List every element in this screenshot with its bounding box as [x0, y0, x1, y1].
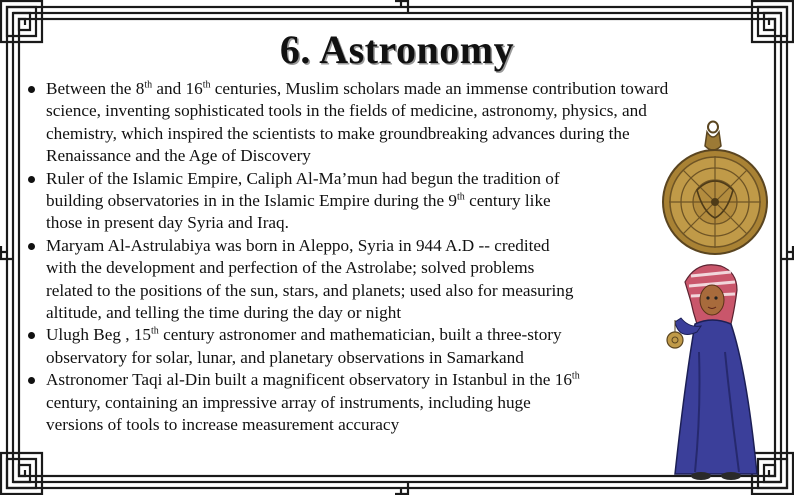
astrolabe-icon	[657, 120, 777, 255]
bullet-item	[26, 235, 746, 325]
bullet-line	[46, 414, 746, 436]
bullet-text: chemistry, which inspired the scientists to make groundbreaking advances during the	[46, 123, 630, 143]
ordinal-superscript: th	[202, 79, 211, 91]
bullet-line	[46, 324, 746, 346]
bullet-text: and 16	[152, 79, 203, 98]
bullet-line	[46, 123, 746, 145]
bullet-text: century, containing an impressive array of instruments, including huge	[46, 392, 531, 412]
bullet-line	[46, 257, 746, 279]
bullet-text: Renaissance and the Age of Discovery	[46, 146, 311, 166]
bullet-text: science, inventing sophisticated tools in the fields of medicine, astronomy, physics, and	[46, 101, 647, 121]
bullet-line	[46, 235, 746, 257]
bullet-line	[46, 347, 746, 369]
bullet-item	[26, 168, 746, 235]
bullet-text: altitude, and telling the time during the day or night	[46, 303, 402, 323]
slide-title: 6. Astronomy	[279, 27, 515, 72]
bullet-line	[46, 190, 746, 212]
bullet-line	[46, 392, 746, 414]
bullet-text: those in present day Syria and Iraq.	[46, 213, 289, 233]
bullet-item	[26, 369, 746, 436]
bullet-text: building observatories in in the Islamic Empire during the 9	[46, 191, 457, 211]
bullet-line	[46, 302, 746, 324]
bullet-text: Ulugh Beg , 15	[46, 325, 152, 345]
bullet-line	[46, 145, 746, 167]
bullet-line	[46, 280, 746, 302]
bullet-text: Maryam Al-Astrulabiya was born in Aleppo, Syria in 944 A.D -- credited	[46, 235, 550, 255]
bullet-line	[46, 369, 746, 391]
bullet-text: Astronomer Taqi al-Din built a magnificent observatory in Istanbul in the 16	[46, 370, 572, 390]
bullet-text: Ruler of the Islamic Empire, Caliph Al-Ma’mun had begun the tradition of	[46, 168, 560, 188]
ordinal-superscript: th	[151, 325, 159, 337]
bullet-text: century astronomer and mathematician, built a three-story	[158, 325, 562, 345]
bullet-line	[46, 168, 746, 190]
bullet-text: centuries, Muslim scholars made an immense contribution toward	[210, 79, 669, 98]
bullet-item	[26, 78, 746, 168]
bullet-text: related to the positions of the sun, stars, and planets; used also for measuring	[46, 280, 574, 300]
bullet-text: versions of tools to increase measurement accuracy	[46, 415, 400, 435]
bullet-list	[26, 78, 746, 437]
bullet-text: with the development and perfection of the Astrolabe; solved problems	[46, 258, 535, 278]
bullet-line	[46, 100, 746, 122]
bullet-line	[46, 212, 746, 234]
bullet-text: observatory for solar, lunar, and planetary observations in Samarkand	[46, 347, 524, 367]
bullet-text: Between the 8	[46, 79, 145, 98]
ordinal-superscript: th	[456, 191, 465, 203]
ordinal-superscript: th	[571, 370, 580, 382]
bullet-line	[46, 78, 746, 100]
ordinal-superscript: th	[144, 79, 153, 91]
woman-holding-astrolabe-icon	[665, 262, 780, 484]
bullet-item	[26, 324, 746, 369]
bullet-text: century like	[464, 191, 551, 211]
